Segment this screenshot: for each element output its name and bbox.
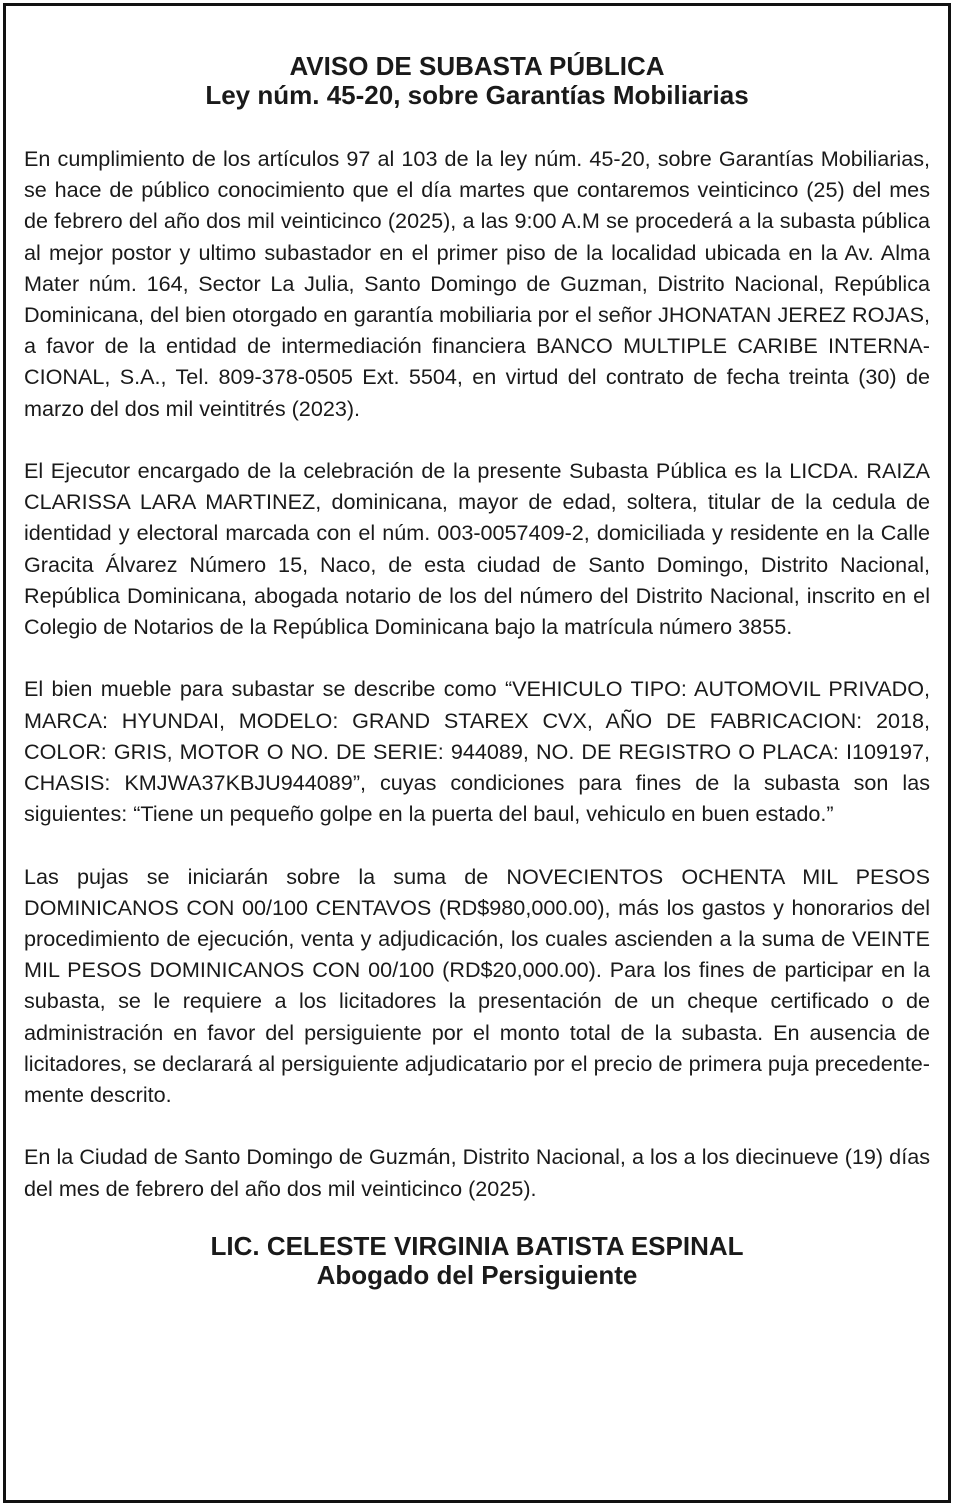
notice-border-frame: [3, 3, 951, 1503]
signatory-role: Abogado del Persiguiente: [316, 1259, 638, 1290]
notice-heading: [24, 52, 930, 110]
notice-subtitle: Ley núm. 45-20, sobre Garantías Mobiliarias: [205, 80, 749, 110]
paragraph-executor: El Ejecutor encargado de la celebración de la presente Subasta Pública es la LICDA. RAIZA CLARISSA LARA MARTINEZ, dominicana, mayor de edad, soltera, titular de la cedula de identidad y electoral marcada con el núm. 003-0057409-2, domiciliada y residente en la Calle Gracita Álvarez Número 15, Naco, de esta ciudad de Santo Domingo, Distrito Nacional, República Dominicana, abogada notario de los del número del Distrito Nacional, inscrito en el Colegio de Notarios de la República Dominicana bajo la matrícula número 3855.: [24, 458, 930, 640]
paragraph-place-date: En la Ciudad de Santo Domingo de Guzmán, Distrito Nacional, a los a los diecinueve (19) días del mes de febrero del año dos mil veinticinco (2025).: [24, 1144, 930, 1201]
paragraph-bidding-terms: Las pujas se iniciarán sobre la suma de NOVECIENTOS OCHENTA MIL PESOS DOMINICANOS CON 00/100 CENTAVOS (RD$980,000.00), más los gastos y honorarios del procedimiento de ejecución, venta y adjudicación, los cuales ascienden a la suma de VEINTE MIL PESOS DOMINICANOS CON 00/100 (RD$20,000.00). Para los fines de participar en la subasta, se le requiere a los licitadores la presentación de un cheque certificado o de administración en favor del persiguiente por el monto total de la subasta. En ausencia de licitadores, se declarará al persiguiente adjudicatario por el precio de primera puja precedente-mente descrito.: [24, 863, 930, 1108]
signature-block: [24, 1232, 930, 1290]
notice-content: [24, 52, 930, 1290]
paragraph-auction-announcement: En cumplimiento de los artículos 97 al 103 de la ley núm. 45-20, sobre Garantías Mobiliarias, se hace de público conocimiento que el día martes que contaremos veinticinco (25) del mes de febrero del año dos mil veinticinco (2025), a las 9:00 A.M se procederá a la subasta pública al mejor postor y ultimo subastador en el primer piso de la localidad ubicada en la Av. Alma Mater núm. 164, Sector La Julia, Santo Domingo de Guzman, Distrito Nacional, República Dominicana, del bien otorgado en garantía mobiliaria por el señor JHONATAN JEREZ ROJAS, a favor de la entidad de intermediación financiera BANCO MULTIPLE CARIBE INTERNA-CIONAL, S.A., Tel. 809-378-0505 Ext. 5504, en virtud del contrato de fecha treinta (30) de marzo del dos mil veintitrés (2023).: [24, 146, 930, 421]
signatory-name: LIC. CELESTE VIRGINIA BATISTA ESPINAL: [210, 1230, 744, 1261]
notice-title: AVISO DE SUBASTA PÚBLICA: [289, 51, 665, 81]
paragraph-vehicle-description: El bien mueble para subastar se describe como “VEHICULO TIPO: AUTOMOVIL PRIVADO, MARCA: HYUNDAI, MODELO: GRAND STAREX CVX, AÑO DE FABRICACION: 2018, COLOR: GRIS, MOTOR O NO. DE SERIE: 944089, NO. DE REGISTRO O PLACA: I109197, CHASIS: KMJWA37KBJU944089”, cuyas condiciones para fines de la subasta son las siguientes: “Tiene un pequeño golpe en la puerta del baul, vehiculo en buen estado.”: [24, 676, 930, 827]
